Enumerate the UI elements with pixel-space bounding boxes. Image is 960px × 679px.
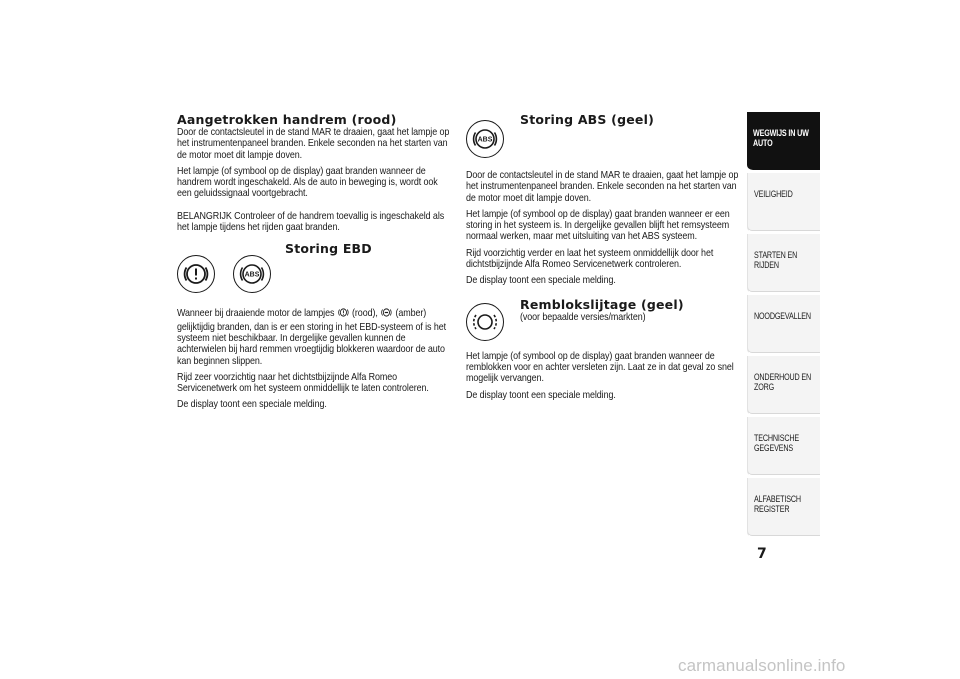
section-abs [466, 112, 742, 287]
brake-warning-icon [177, 255, 215, 293]
brake-pad-heading-row [466, 297, 742, 341]
sidebar-item-veiligheid[interactable] [747, 173, 820, 232]
section-title-brake-pad: Remblokslijtage (geel) [520, 296, 684, 312]
sidebar-item-label: NOODGEVALLEN [754, 311, 811, 321]
section-title-handbrake: Aangetrokken handrem (rood) [177, 112, 397, 127]
sidebar-item-label: ALFABETISCH REGISTER [754, 494, 801, 514]
sidebar-item-label: VEILIGHEID [754, 189, 793, 199]
section-handbrake [177, 112, 455, 233]
brake-pad-heading [520, 297, 684, 324]
sidebar-item-starten[interactable] [747, 234, 820, 293]
paragraph-ebd-warning: Wanneer bij draaiende motor de lampjes (rood), (amber) gelijktijdig branden, dan is er een storing in het EBD-systeem of is het systeem niet beschikbaar. In dergelijke gevallen kunnen de achterwielen bij hard remmen vroegtijdig blokkeren waardoor de auto kan beginnen slippen. [177, 308, 446, 367]
left-column [177, 112, 455, 416]
brake-pad-wear-icon [466, 303, 504, 341]
abs-icon [466, 120, 504, 158]
right-column [466, 112, 742, 406]
ebd-icon-row [177, 243, 455, 293]
sidebar-item-label: STARTEN EN RIJDEN [754, 250, 798, 270]
paragraph: Door de contactsleutel in de stand MAR te draaien, gaat het lampje op het instrumentenpaneel branden. Enkele seconden na het starten van de motor moet dit lampje doven. [466, 170, 739, 204]
sidebar-item-label: WEGWIJS IN UW AUTO [753, 128, 809, 148]
sidebar-item-label: ONDERHOUD EN ZORG [754, 372, 812, 392]
abs-icon-text: ABS [244, 271, 260, 279]
abs-heading-row [466, 112, 742, 158]
paragraph: Het lampje (of symbool op de display) gaat branden wanneer er een storing in het systeem is. In dergelijke gevallen blijft het remsysteem normaal werken, maar met uitsluiting van het ABS systeem. [466, 208, 730, 243]
paragraph-important: BELANGRIJK Controleer of de handrem toevallig is ingeschakeld als het lampje tijdens het rijden gaat branden. [177, 210, 445, 234]
abs-icon-text: ABS [477, 136, 493, 144]
paragraph: Rijd voorzichtig verder en laat het systeem onmiddellijk door het dichtstbijzijnde Alfa Romeo Servicenetwerk controleren. [466, 247, 714, 271]
sidebar-item-technische[interactable] [747, 417, 820, 476]
abs-heading [520, 112, 654, 127]
paragraph: Het lampje (of symbool op de display) gaat branden wanneer de handrem wordt ingeschakeld. Als de auto in beweging is, wordt ook een geluidssignaal voortgebracht. [177, 165, 438, 200]
paragraph: De display toont een speciale melding. [177, 399, 327, 411]
paragraph: Door de contactsleutel in de stand MAR te draaien, gaat het lampje op het instrumentenpaneel branden. Enkele seconden na het starten van de motor moet dit lampje doven. [177, 127, 450, 161]
chapter-sidebar [747, 112, 820, 537]
section-title-ebd: Storing EBD [285, 241, 372, 257]
paragraph: Rijd zeer voorzichtig naar het dichtstbijzijnde Alfa Romeo Servicenetwerk om het systeem onmiddellijk te laten controleren. [177, 371, 429, 395]
sidebar-item-label: TECHNISCHE GEGEVENS [754, 433, 800, 453]
sidebar-item-register[interactable] [747, 478, 820, 537]
page-number: 7 [757, 546, 767, 562]
abs-inline-icon [381, 307, 392, 321]
section-brake-pad-wear [466, 297, 742, 401]
sidebar-item-noodgevallen[interactable] [747, 295, 820, 354]
watermark: carmanualsonline.info [678, 656, 846, 675]
paragraph: Het lampje (of symbool op de display) gaat branden wanneer de remblokken voor en achter versleten zijn. Laat ze in dat geval zo snel mogelijk vervangen. [466, 350, 734, 385]
paragraph: De display toont een speciale melding. [466, 275, 616, 287]
sidebar-item-onderhoud[interactable] [747, 356, 820, 415]
brake-warning-inline-icon [338, 307, 349, 321]
section-title-abs: Storing ABS (geel) [520, 112, 654, 127]
section-subtitle: (voor bepaalde versies/markten) [520, 311, 646, 323]
abs-icon [233, 255, 271, 293]
section-ebd [177, 243, 455, 410]
paragraph: De display toont een speciale melding. [466, 389, 616, 401]
sidebar-item-wegwijs[interactable] [747, 112, 820, 171]
